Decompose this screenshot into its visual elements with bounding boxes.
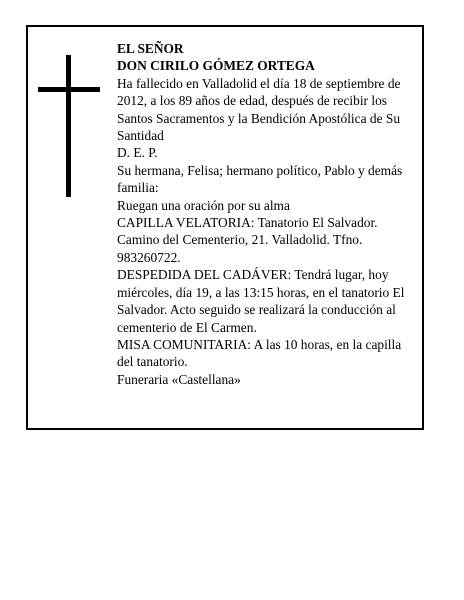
cross-icon bbox=[38, 55, 100, 197]
cross-vertical-bar bbox=[66, 55, 71, 197]
obituary-notice bbox=[26, 25, 424, 430]
title-line-1: EL SEÑOR bbox=[117, 41, 184, 56]
rip-line: D. E. P. bbox=[117, 145, 158, 161]
notice-text bbox=[117, 40, 415, 388]
farewell-info: DESPEDIDA DEL CADÁVER: Tendrá lugar, hoy miércoles, día 19, a las 13:15 horas, en el tanatorio El Salvador. Acto seguido se realizará la conducción al cementerio de El Carmen. bbox=[117, 267, 405, 335]
title-line-2: DON CIRILO GÓMEZ ORTEGA bbox=[117, 58, 315, 74]
family-line: Su hermana, Felisa; hermano político, Pablo y demás familia: bbox=[117, 162, 403, 196]
cross-horizontal-bar bbox=[38, 87, 100, 92]
chapel-info: CAPILLA VELATORIA: Tanatorio El Salvador. Camino del Cementerio, 21. Valladolid. Tfno. 983260722. bbox=[117, 215, 378, 265]
mass-info: MISA COMUNITARIA: A las 10 horas, en la capilla del tanatorio. bbox=[117, 336, 402, 370]
death-info: Ha fallecido en Valladolid el día 18 de septiembre de 2012, a los 89 años de edad, después de recibir los Santos Sacramentos y la Bendición Apostólica de Su Santidad bbox=[117, 75, 401, 144]
prayer-line: Ruegan una oración por su alma bbox=[117, 197, 290, 213]
funeral-home: Funeraria «Castellana» bbox=[117, 371, 241, 387]
